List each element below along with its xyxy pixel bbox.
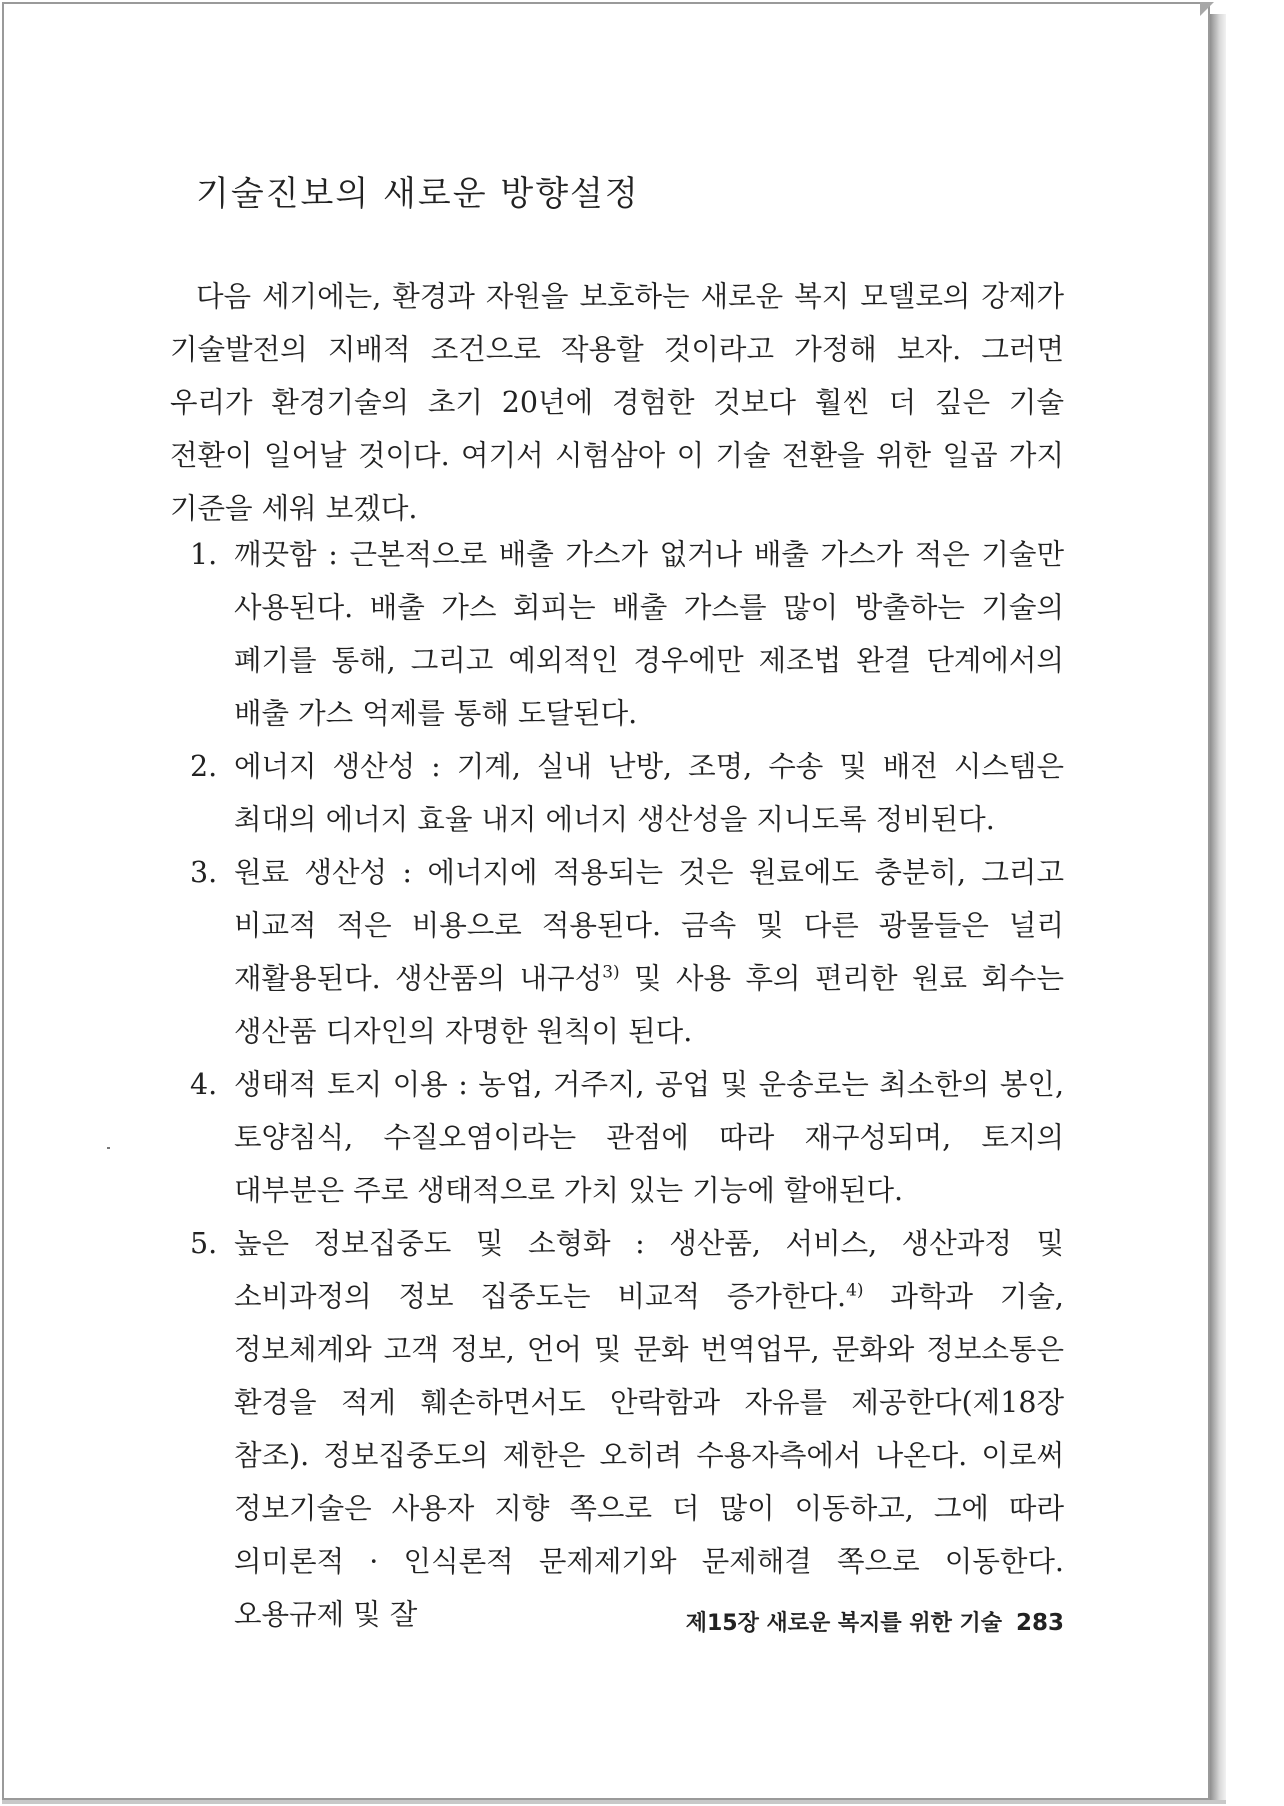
item-text: 및 사용 후의 편리한 원료 회수는 생산품 디자인의 자명한 원칙이 된다. <box>234 962 1064 1048</box>
item-title: 생태적 토지 이용 : <box>234 1068 468 1101</box>
book-page <box>2 2 1210 1800</box>
item-number: 2. <box>190 750 218 783</box>
list-item <box>190 846 1064 1058</box>
item-body <box>234 528 1064 740</box>
item-number: 5. <box>190 1227 218 1260</box>
list-item <box>190 528 1064 740</box>
item-text: 에너지에 적용되는 것은 원료에도 충분히, 그리고 비교적 적은 비용으로 적용된다. 금속 및 다른 광물들은 널리 재활용된다. 생산품의 내구성 <box>234 856 1064 995</box>
footnote-ref: 4) <box>846 1280 864 1301</box>
item-title: 원료 생산성 : <box>234 856 413 889</box>
item-text: 과학과 기술, 정보체계와 고객 정보, 언어 및 문화 번역업무, 문화와 정보소통은 환경을 적게 훼손하면서도 안락함과 자유를 제공한다(제18장 참조). 정보집중도의 제한은 오히려 수용자측에서 나온다. 이로써 정보기술은 사용자 지향 쪽으로 더 많이 이동하고, 그에 따라 의미론적 · 인식론적 문제제기와 문제해결 쪽으로 이동한다. 오용규제 및 잘 <box>234 1280 1064 1631</box>
item-text: 농업, 거주지, 공업 및 운송로는 최소한의 봉인, 토양침식, 수질오염이라는 관점에 따라 재구성되며, 토지의 대부분은 주로 생태적으로 가치 있는 기능에 할애된다. <box>234 1068 1065 1207</box>
item-body <box>234 1217 1064 1641</box>
intro-paragraph: 다음 세기에는, 환경과 자원을 보호하는 새로운 복지 모델로의 강제가 기술발전의 지배적 조건으로 작용할 것이라고 가정해 보자. 그러면 우리가 환경기술의 초기 20년에 경험한 것보다 훨씬 더 깊은 기술 전환이 일어날 것이다. 여기서 시험삼아 이 기술 전환을 위한 일곱 가지 기준을 세워 보겠다. <box>170 280 1064 525</box>
item-body <box>234 740 1064 846</box>
criteria-list <box>190 528 1064 1641</box>
page-number: 283 <box>1015 1610 1064 1636</box>
item-text: 기계, 실내 난방, 조명, 수송 및 배전 시스템은 최대의 에너지 효율 내지 에너지 생산성을 지니도록 정비된다. <box>234 750 1064 836</box>
list-item <box>190 1217 1064 1641</box>
item-text: 생산품, 서비스, 생산과정 및 소비과정의 정보 집중도는 비교적 증가한다. <box>234 1227 1065 1313</box>
list-item <box>190 740 1064 846</box>
item-title: 높은 정보집중도 및 소형화 : <box>234 1227 645 1260</box>
item-text: 근본적으로 배출 가스가 없거나 배출 가스가 적은 기술만 사용된다. 배출 가스 회피는 배출 가스를 많이 방출하는 기술의 폐기를 통해, 그리고 예외적인 경우에만 제조법 완결 단계에서의 배출 가스 억제를 통해 도달된다. <box>234 538 1064 730</box>
list-item <box>190 1058 1064 1217</box>
item-body <box>234 1058 1064 1217</box>
running-title: 제15장 새로운 복지를 위한 기술 <box>685 1611 1002 1636</box>
section-title: 기술진보의 새로운 방향설정 <box>196 174 640 214</box>
item-number: 4. <box>190 1068 218 1101</box>
page-footer <box>664 1606 1064 1637</box>
page-edge-shadow <box>1210 14 1226 1802</box>
item-number: 1. <box>190 538 218 571</box>
page-bottom-shadow <box>2 1800 1226 1804</box>
item-title: 에너지 생산성 : <box>234 750 441 783</box>
item-body <box>234 846 1064 1058</box>
scan-speck <box>107 1147 110 1149</box>
item-number: 3. <box>190 856 218 889</box>
item-title: 깨끗함 : <box>234 538 338 571</box>
footnote-ref: 3) <box>602 962 620 983</box>
